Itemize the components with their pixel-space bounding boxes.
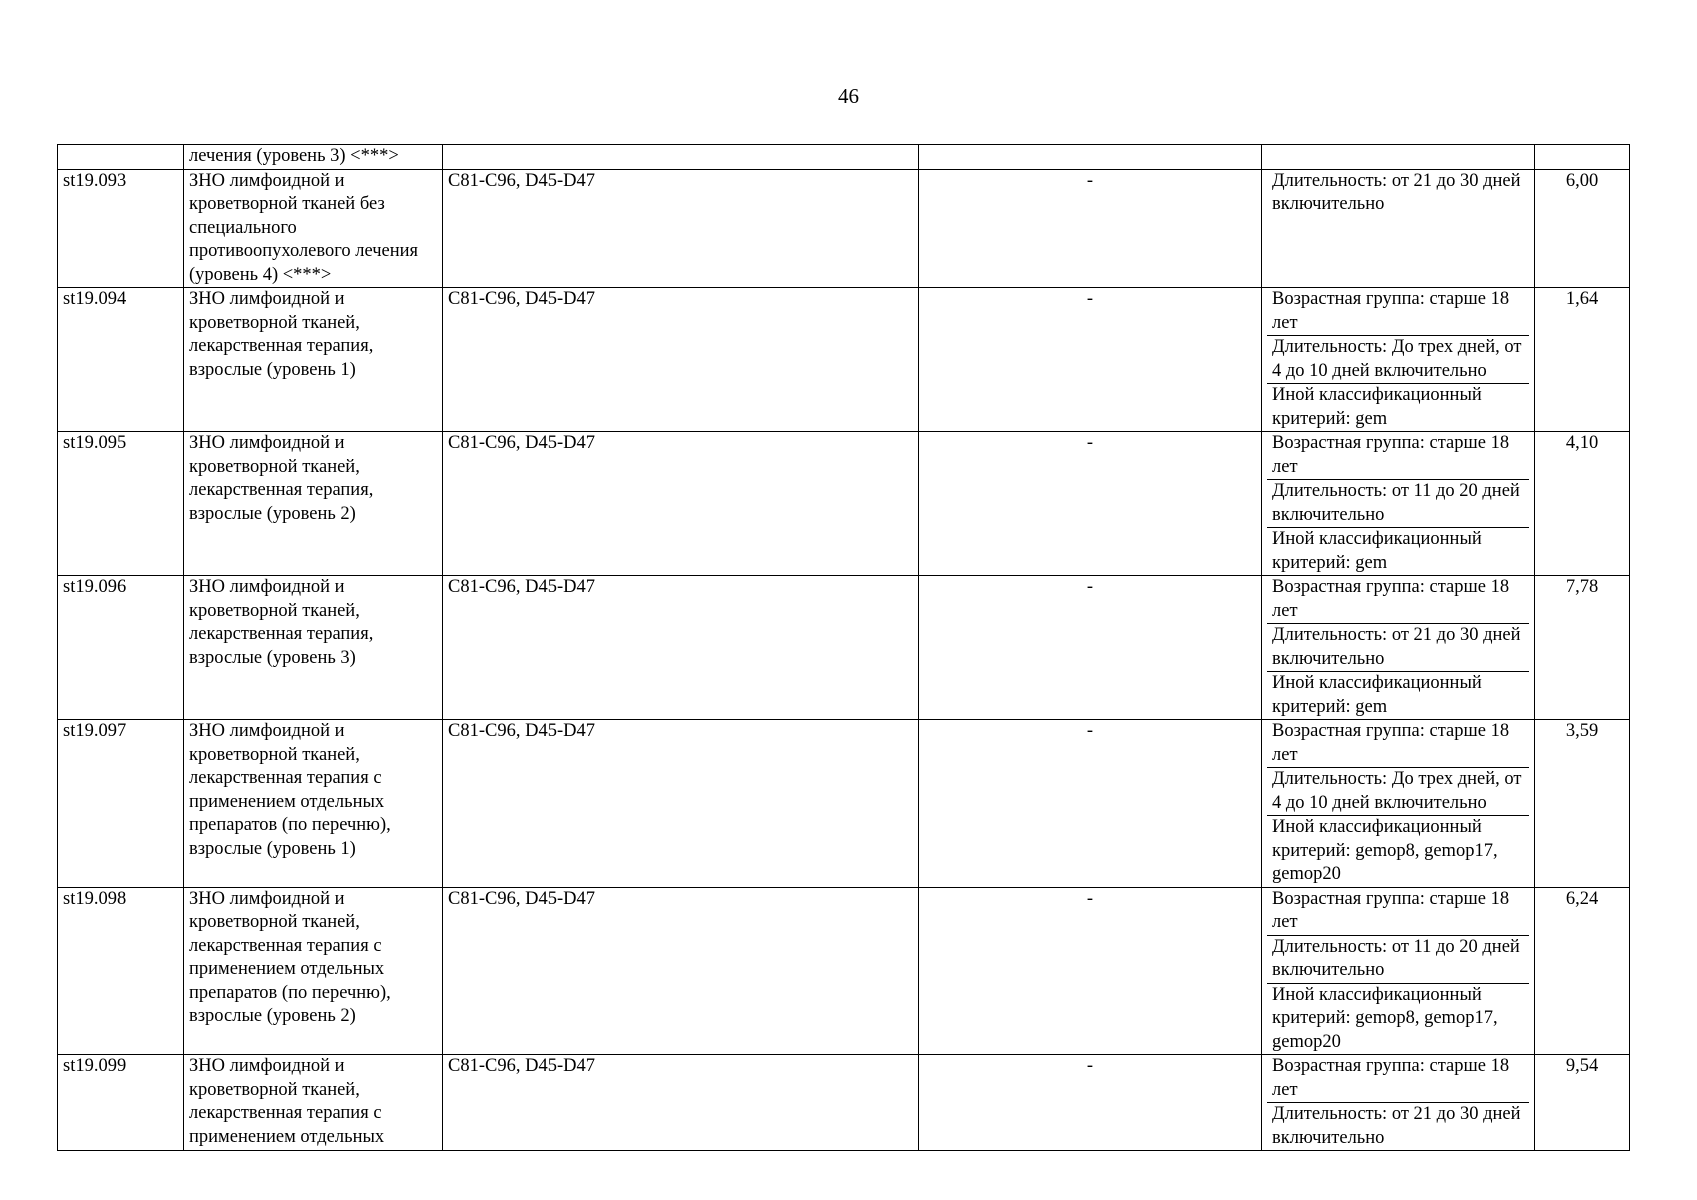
kpg-code-cell: st19.093 bbox=[58, 169, 184, 288]
icd-codes-cell: C81-C96, D45-D47 bbox=[443, 720, 919, 888]
service-codes-cell: - bbox=[919, 1055, 1262, 1151]
criterion-item: Иной классификационный критерий: gem bbox=[1267, 527, 1529, 575]
service-codes-cell: - bbox=[919, 432, 1262, 576]
kpg-name-cell: ЗНО лимфоидной и кроветворной тканей без специального противоопухолевого лечения (уровень 4) <***> bbox=[184, 169, 443, 288]
table-row-continuation bbox=[58, 145, 1630, 170]
criterion-item: Длительность: от 21 до 30 дней включительно bbox=[1272, 170, 1521, 214]
icd-codes-cell bbox=[443, 145, 919, 170]
kpg-code-cell: st19.096 bbox=[58, 576, 184, 720]
coefficient-cell: 3,59 bbox=[1535, 720, 1630, 888]
kpg-code-cell: st19.099 bbox=[58, 1055, 184, 1151]
service-codes-cell: - bbox=[919, 720, 1262, 888]
table-row bbox=[58, 576, 1630, 720]
criterion-item: Иной классификационный критерий: gemop8, gemop17, gemop20 bbox=[1267, 983, 1529, 1055]
criteria-cell bbox=[1262, 576, 1535, 720]
table-row bbox=[58, 288, 1630, 432]
criterion-item: Возрастная группа: старше 18 лет bbox=[1272, 433, 1510, 477]
icd-codes-cell: C81-C96, D45-D47 bbox=[443, 1055, 919, 1151]
kpg-name-cell: ЗНО лимфоидной и кроветворной тканей, лекарственная терапия с применением отдельных bbox=[184, 1055, 443, 1151]
kpg-code-cell: st19.094 bbox=[58, 288, 184, 432]
table-body bbox=[58, 145, 1630, 1151]
icd-codes-cell: C81-C96, D45-D47 bbox=[443, 432, 919, 576]
criterion-item: Иной классификационный критерий: gem bbox=[1267, 671, 1529, 719]
icd-codes-cell: C81-C96, D45-D47 bbox=[443, 169, 919, 288]
coefficient-cell: 9,54 bbox=[1535, 1055, 1630, 1151]
criterion-item: Возрастная группа: старше 18 лет bbox=[1272, 1056, 1510, 1100]
coefficient-cell: 7,78 bbox=[1535, 576, 1630, 720]
table-row bbox=[58, 169, 1630, 288]
service-codes-cell: - bbox=[919, 576, 1262, 720]
kpg-code-cell: st19.097 bbox=[58, 720, 184, 888]
criteria-cell bbox=[1262, 288, 1535, 432]
icd-codes-cell: C81-C96, D45-D47 bbox=[443, 887, 919, 1055]
coefficient-cell bbox=[1535, 145, 1630, 170]
kpg-name-cell: ЗНО лимфоидной и кроветворной тканей, лекарственная терапия, взрослые (уровень 2) bbox=[184, 432, 443, 576]
page-number: 46 bbox=[838, 84, 859, 108]
service-codes-cell bbox=[919, 145, 1262, 170]
criterion-item: Иной классификационный критерий: gem bbox=[1267, 383, 1529, 431]
kpg-name-cell: ЗНО лимфоидной и кроветворной тканей, лекарственная терапия, взрослые (уровень 1) bbox=[184, 288, 443, 432]
criterion-item: Возрастная группа: старше 18 лет bbox=[1272, 721, 1510, 765]
table-row bbox=[58, 887, 1630, 1055]
criterion-item: Длительность: от 11 до 20 дней включительно bbox=[1267, 935, 1529, 983]
criterion-item: Возрастная группа: старше 18 лет bbox=[1272, 888, 1510, 932]
kpg-name-cell: ЗНО лимфоидной и кроветворной тканей, лекарственная терапия, взрослые (уровень 3) bbox=[184, 576, 443, 720]
criteria-cell bbox=[1262, 432, 1535, 576]
criteria-cell bbox=[1262, 887, 1535, 1055]
table-row bbox=[58, 720, 1630, 888]
service-codes-cell: - bbox=[919, 288, 1262, 432]
kpg-name-cell: ЗНО лимфоидной и кроветворной тканей, лекарственная терапия с применением отдельных препаратов (по перечню), взрослые (уровень 2) bbox=[184, 887, 443, 1055]
coefficient-cell: 6,00 bbox=[1535, 169, 1630, 288]
criterion-item: Длительность: До трех дней, от 4 до 10 дней включительно bbox=[1267, 767, 1529, 815]
kpg-name-cell: лечения (уровень 3) <***> bbox=[184, 145, 443, 170]
service-codes-cell: - bbox=[919, 887, 1262, 1055]
table-row bbox=[58, 1055, 1630, 1151]
criterion-item: Длительность: от 11 до 20 дней включительно bbox=[1267, 479, 1529, 527]
coefficient-cell: 6,24 bbox=[1535, 887, 1630, 1055]
criteria-cell bbox=[1262, 1055, 1535, 1151]
coefficient-cell: 1,64 bbox=[1535, 288, 1630, 432]
coefficient-cell: 4,10 bbox=[1535, 432, 1630, 576]
icd-codes-cell: C81-C96, D45-D47 bbox=[443, 288, 919, 432]
criterion-item: Возрастная группа: старше 18 лет bbox=[1272, 289, 1510, 333]
kpg-code-cell: st19.095 bbox=[58, 432, 184, 576]
icd-codes-cell: C81-C96, D45-D47 bbox=[443, 576, 919, 720]
service-codes-cell: - bbox=[919, 169, 1262, 288]
criterion-item: Иной классификационный критерий: gemop8, gemop17, gemop20 bbox=[1267, 815, 1529, 887]
criterion-item: Длительность: от 21 до 30 дней включительно bbox=[1267, 1102, 1529, 1150]
criterion-item: Длительность: от 21 до 30 дней включительно bbox=[1267, 623, 1529, 671]
criteria-cell bbox=[1262, 169, 1535, 288]
kpg-code-cell: st19.098 bbox=[58, 887, 184, 1055]
table-row bbox=[58, 432, 1630, 576]
criterion-item: Возрастная группа: старше 18 лет bbox=[1272, 577, 1510, 621]
kpg-name-cell: ЗНО лимфоидной и кроветворной тканей, лекарственная терапия с применением отдельных препаратов (по перечню), взрослые (уровень 1) bbox=[184, 720, 443, 888]
criteria-cell bbox=[1262, 720, 1535, 888]
criteria-cell bbox=[1262, 145, 1535, 170]
kpg-code-cell bbox=[58, 145, 184, 170]
tariff-table bbox=[57, 144, 1630, 1151]
criterion-item: Длительность: До трех дней, от 4 до 10 дней включительно bbox=[1267, 335, 1529, 383]
